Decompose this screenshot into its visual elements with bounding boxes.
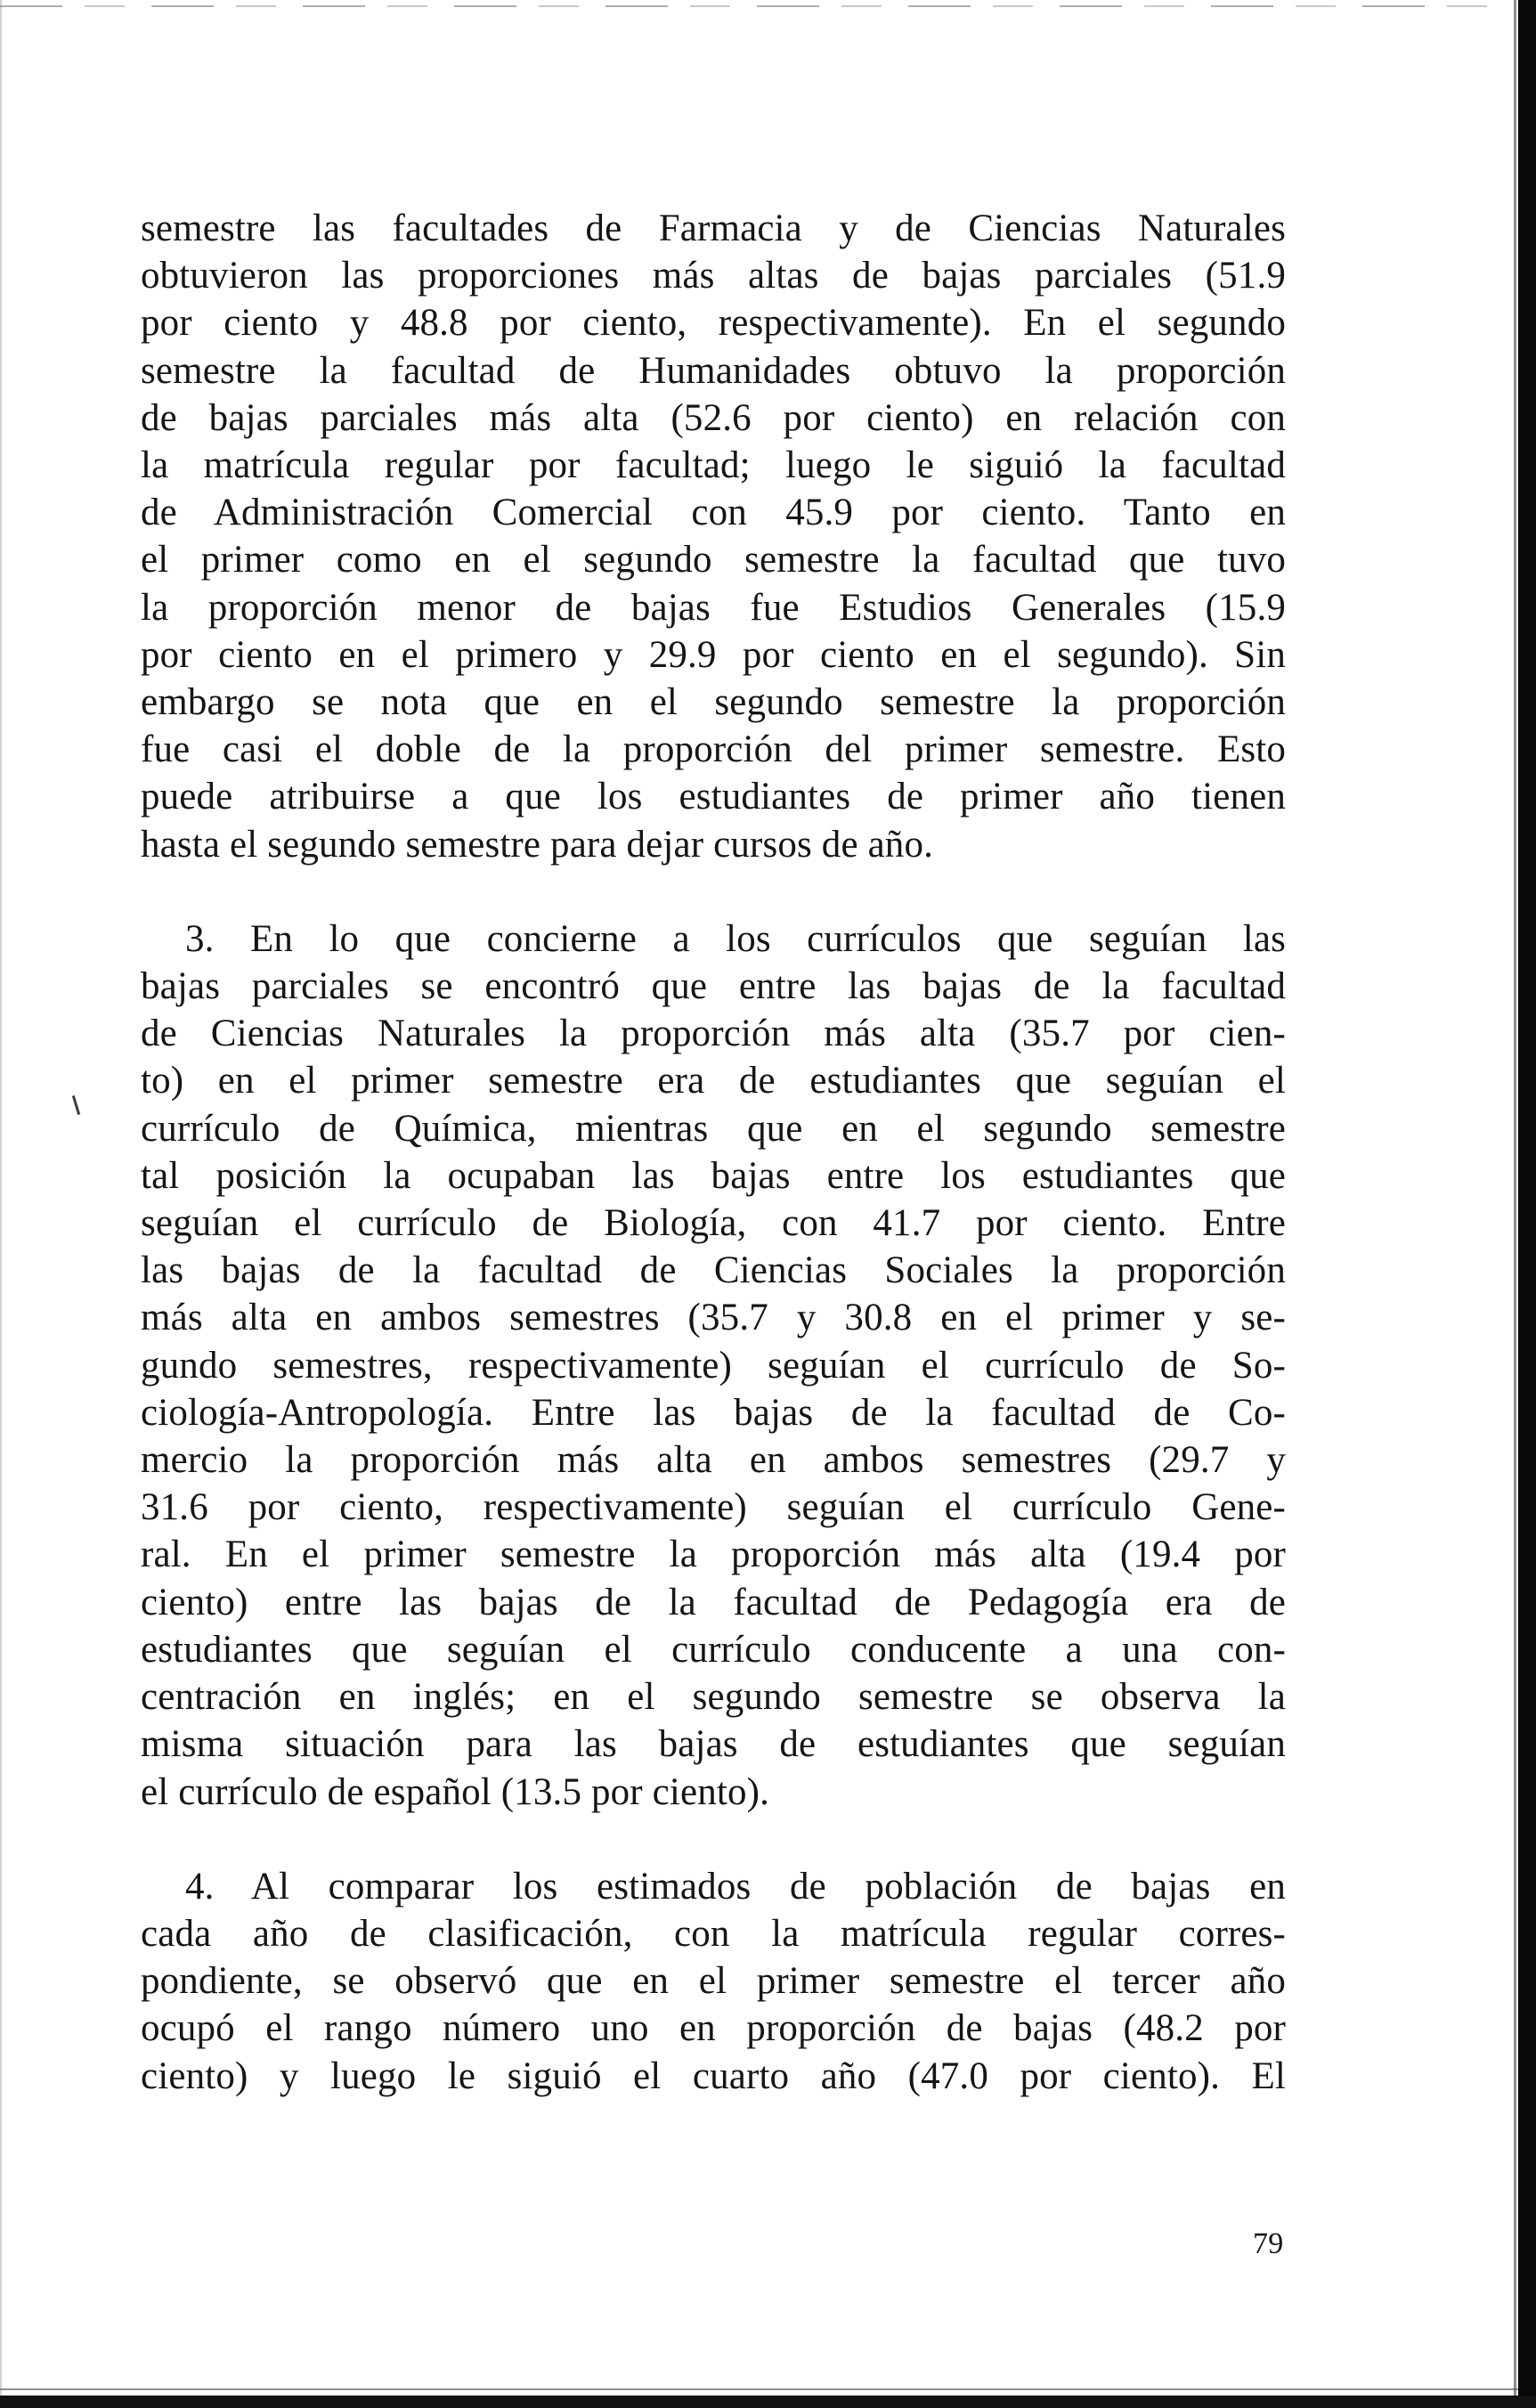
page-number: 79	[1253, 2227, 1284, 2260]
text-line: hasta el segundo semestre para dejar cursos de año.	[141, 823, 934, 866]
scan-right-inner-edge	[1514, 0, 1516, 2408]
text-line: currículo de Química, mientras que en el segundo semestre	[141, 1107, 1286, 1150]
text-line: el currículo de español (13.5 por ciento).	[141, 1770, 769, 1813]
paragraph-1	[141, 205, 1286, 868]
scan-right-edge	[1518, 0, 1536, 2408]
text-line: ocupó el rango número uno en proporción de bajas (48.2 por	[141, 2007, 1286, 2050]
text-line: seguían el currículo de Biología, con 41.7 por ciento. Entre	[141, 1202, 1286, 1245]
scan-bottom-edge	[0, 2396, 1536, 2408]
text-line: ciento) entre las bajas de la facultad de Pedagogía era de	[141, 1581, 1286, 1623]
text-line: cada año de clasificación, con la matrícula regular corres-	[141, 1912, 1286, 1955]
text-line: de bajas parciales más alta (52.6 por ciento) en relación con	[141, 396, 1286, 439]
text-line: ciento) y luego le siguió el cuarto año (47.0 por ciento). El	[141, 2054, 1286, 2097]
scan-top-edge	[0, 5, 1505, 7]
text-line-content: 3. En lo que concierne a los currículos que seguían las	[185, 917, 1286, 960]
text-line: obtuvieron las proporciones más altas de bajas parciales (51.9	[141, 255, 1286, 297]
text-line: por ciento y 48.8 por ciento, respectivamente). En el segundo	[141, 302, 1286, 345]
text-line-content: 4. Al comparar los estimados de población de bajas en	[185, 1865, 1286, 1908]
text-line: tal posición la ocupaban las bajas entre los estudiantes que	[141, 1154, 1286, 1197]
text-line: de Administración Comercial con 45.9 por ciento. Tanto en	[141, 492, 1286, 534]
text-line: estudiantes que seguían el currículo conducente a una con-	[141, 1628, 1286, 1671]
text-line: embargo se nota que en el segundo semestre la proporción	[141, 681, 1286, 724]
scan-left-edge	[0, 0, 2, 2408]
text-line	[141, 1863, 1286, 1910]
text-line: bajas parciales se encontró que entre las bajas de la facultad	[141, 965, 1286, 1008]
paragraph-4	[141, 1863, 1286, 2100]
scan-mark	[72, 1095, 80, 1115]
text-line: to) en el primer semestre era de estudiantes que seguían el	[141, 1060, 1286, 1102]
text-line: fue casi el doble de la proporción del primer semestre. Esto	[141, 728, 1286, 771]
text-line: puede atribuirse a que los estudiantes de primer año tienen	[141, 776, 1286, 818]
text-line: pondiente, se observó que en el primer semestre el tercer año	[141, 1960, 1286, 2003]
text-line: ral. En el primer semestre la proporción más alta (19.4 por	[141, 1533, 1286, 1576]
text-line: semestre la facultad de Humanidades obtuvo la proporción	[141, 349, 1286, 392]
text-line: más alta en ambos semestres (35.7 y 30.8 en el primer y se-	[141, 1297, 1286, 1339]
text-line: ciología-Antropología. Entre las bajas de la facultad de Co-	[141, 1391, 1286, 1434]
text-line: la proporción menor de bajas fue Estudios Generales (15.9	[141, 586, 1286, 629]
paragraph-3	[141, 915, 1286, 1816]
text-line: mercio la proporción más alta en ambos semestres (29.7 y	[141, 1439, 1286, 1482]
paragraph-text	[141, 205, 1286, 868]
text-line: el primer como en el segundo semestre la facultad que tuvo	[141, 539, 1286, 582]
text-line: misma situación para las bajas de estudiantes que seguían	[141, 1723, 1286, 1766]
text-line: las bajas de la facultad de Ciencias Sociales la proporción	[141, 1249, 1286, 1292]
scan-bottom-inner-edge	[0, 2388, 1518, 2390]
text-line: de Ciencias Naturales la proporción más alta (35.7 por cien-	[141, 1013, 1286, 1055]
text-line: por ciento en el primero y 29.9 por ciento en el segundo). Sin	[141, 633, 1286, 676]
text-line: semestre las facultades de Farmacia y de Ciencias Naturales	[141, 207, 1286, 249]
text-line	[141, 915, 1286, 963]
text-line: la matrícula regular por facultad; luego le siguió la facultad	[141, 444, 1286, 487]
text-line: 31.6 por ciento, respectivamente) seguían el currículo Gene-	[141, 1486, 1286, 1529]
document-page	[141, 205, 1286, 2147]
paragraph-text	[141, 1863, 1286, 2100]
paragraph-text	[141, 915, 1286, 1816]
text-line: centración en inglés; en el segundo semestre se observa la	[141, 1676, 1286, 1719]
text-line: gundo semestres, respectivamente) seguían el currículo de So-	[141, 1344, 1286, 1387]
